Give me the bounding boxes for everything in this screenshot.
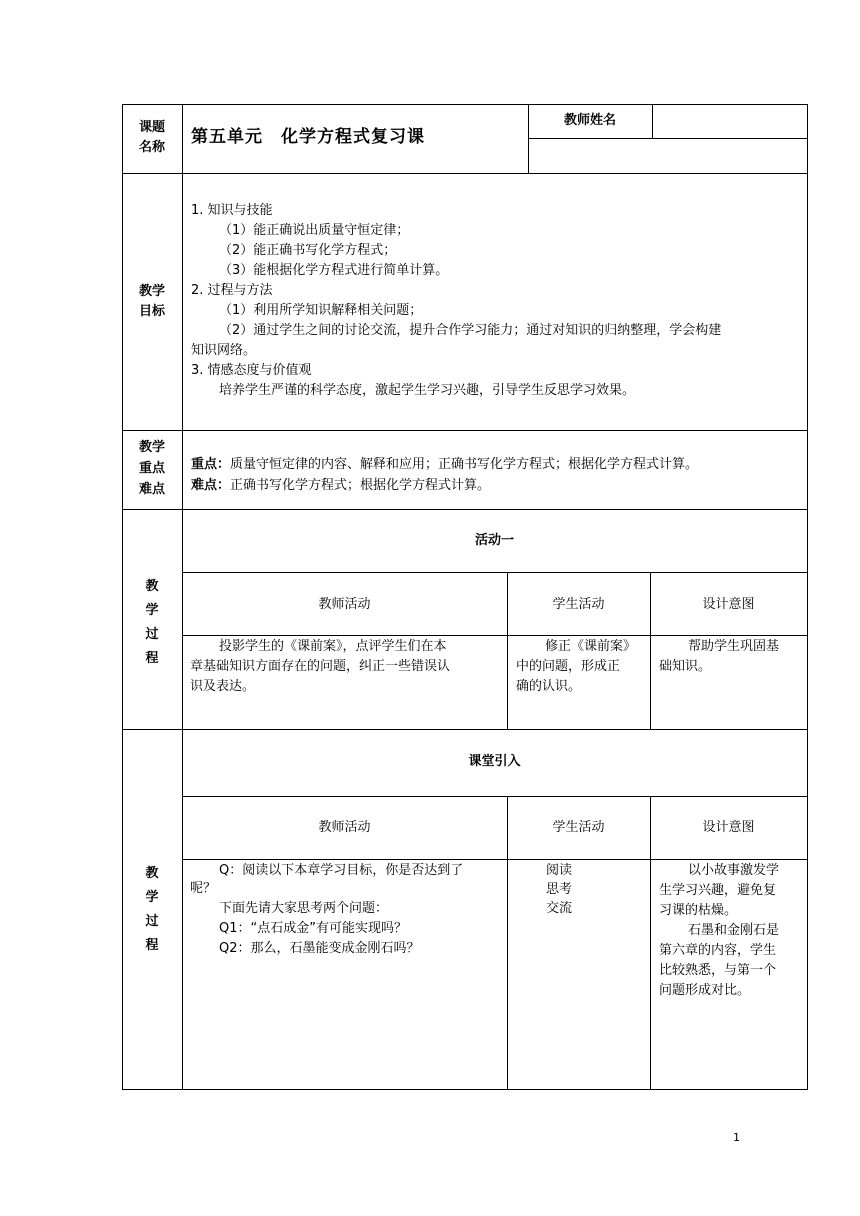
topic-label [122,118,182,158]
design-intent-line: 帮助学生巩固基 [688,639,780,654]
objective-line: （2）能正确书写化学方程式； [219,243,397,258]
objective-line: 1. 知识与技能 [191,203,273,218]
page-number: 1 [733,1131,740,1144]
design-intent-line: 生学习兴趣，避免复 [659,883,777,898]
design-intent-line: 以小故事激发学 [688,863,780,878]
design-intent-line: 第六章的内容，学生 [659,943,777,958]
objective-line: （1）能正确说出质量守恒定律； [219,223,410,238]
objective-line: 3. 情感态度与价值观 [191,363,312,378]
student-activity-line: 阅读 [546,863,573,878]
teacher-activity-line: Q2：那么，石墨能变成金刚石吗？ [219,941,420,956]
key-points-label-line: 难点 [138,482,165,497]
student-activity-line: 确的认识。 [516,679,582,694]
student-activity-line: 修正《课前案》 [545,639,637,654]
col-header-intent: 设计意图 [702,820,755,835]
process-label-char: 教 [145,579,159,594]
teacher-activity-line: Q1：“点石成金”有可能实现吗？ [219,921,407,936]
difficult-point-text: 正确书写化学方程式；根据化学方程式计算。 [230,478,491,493]
key-point-line [191,455,698,475]
objectives-label-line: 目标 [138,304,165,319]
process-label-char: 教 [145,866,159,881]
student-activity-line: 中的问题，形成正 [516,659,621,674]
col-header-teacher: 教师活动 [318,597,371,612]
design-intent-line: 石墨和金刚石是 [688,923,780,938]
topic-label-line: 名称 [138,140,165,155]
key-points-label-line: 教学 [138,440,165,455]
objective-line: 2. 过程与方法 [191,283,273,298]
design-intent-line: 础知识。 [659,659,712,674]
difficult-point-tag: 难点： [191,478,231,493]
process-label-char: 程 [145,651,159,666]
design-intent-line: 比较熟悉，与第一个 [659,963,777,978]
key-point-text: 质量守恒定律的内容、解释和应用；正确书写化学方程式；根据化学方程式计算。 [230,457,699,472]
difficult-point-line [191,476,490,496]
objective-line: 知识网络。 [191,343,257,358]
topic-label-line: 课题 [138,120,165,135]
process-label-char: 学 [145,603,159,618]
process-label-char: 过 [145,627,159,642]
process-label [122,862,182,958]
student-activity-line: 思考 [546,882,573,897]
col-header-student: 学生活动 [552,597,605,612]
design-intent-line: 问题形成对比。 [659,983,751,998]
activity-title: 课堂引入 [468,754,521,769]
process-label [122,575,182,671]
key-points-label-line: 重点 [138,461,165,476]
activity-title: 活动一 [474,533,514,548]
teacher-activity-line: Q：阅读以下本章学习目标，你是否达到了 [219,863,464,878]
process-label-char: 学 [145,890,159,905]
key-points-label [122,437,182,500]
design-intent-line: 习课的枯燥。 [659,903,738,918]
objectives-label-line: 教学 [138,284,165,299]
student-activity-line: 交流 [546,901,573,916]
key-point-tag: 重点： [191,457,231,472]
col-header-intent: 设计意图 [702,597,755,612]
teacher-name-label: 教师姓名 [563,113,616,128]
objective-line: （1）利用所学知识解释相关问题； [219,303,423,318]
lesson-title: 第五单元 化学方程式复习课 [191,127,425,147]
teacher-activity-line: 投影学生的《课前案》，点评学生们在本 [219,639,447,654]
teacher-activity-line: 呢？ [190,881,217,896]
objective-line: （3）能根据化学方程式进行简单计算。 [219,263,449,278]
process-label-char: 过 [145,914,159,929]
objective-line: （2）通过学生之间的讨论交流，提升合作学习能力；通过对知识的归纳整理，学会构建 [219,323,722,338]
col-header-student: 学生活动 [552,820,605,835]
teacher-activity-line: 下面先请大家思考两个问题： [219,901,389,916]
teacher-activity-line: 章基础知识方面存在的问题，纠正一些错误认 [190,659,451,674]
objectives-label [122,282,182,322]
objective-line: 培养学生严谨的科学态度，激起学生学习兴趣，引导学生反思学习效果。 [219,383,636,398]
process-label-char: 程 [145,938,159,953]
col-header-teacher: 教师活动 [318,820,371,835]
teacher-activity-line: 识及表达。 [190,679,256,694]
